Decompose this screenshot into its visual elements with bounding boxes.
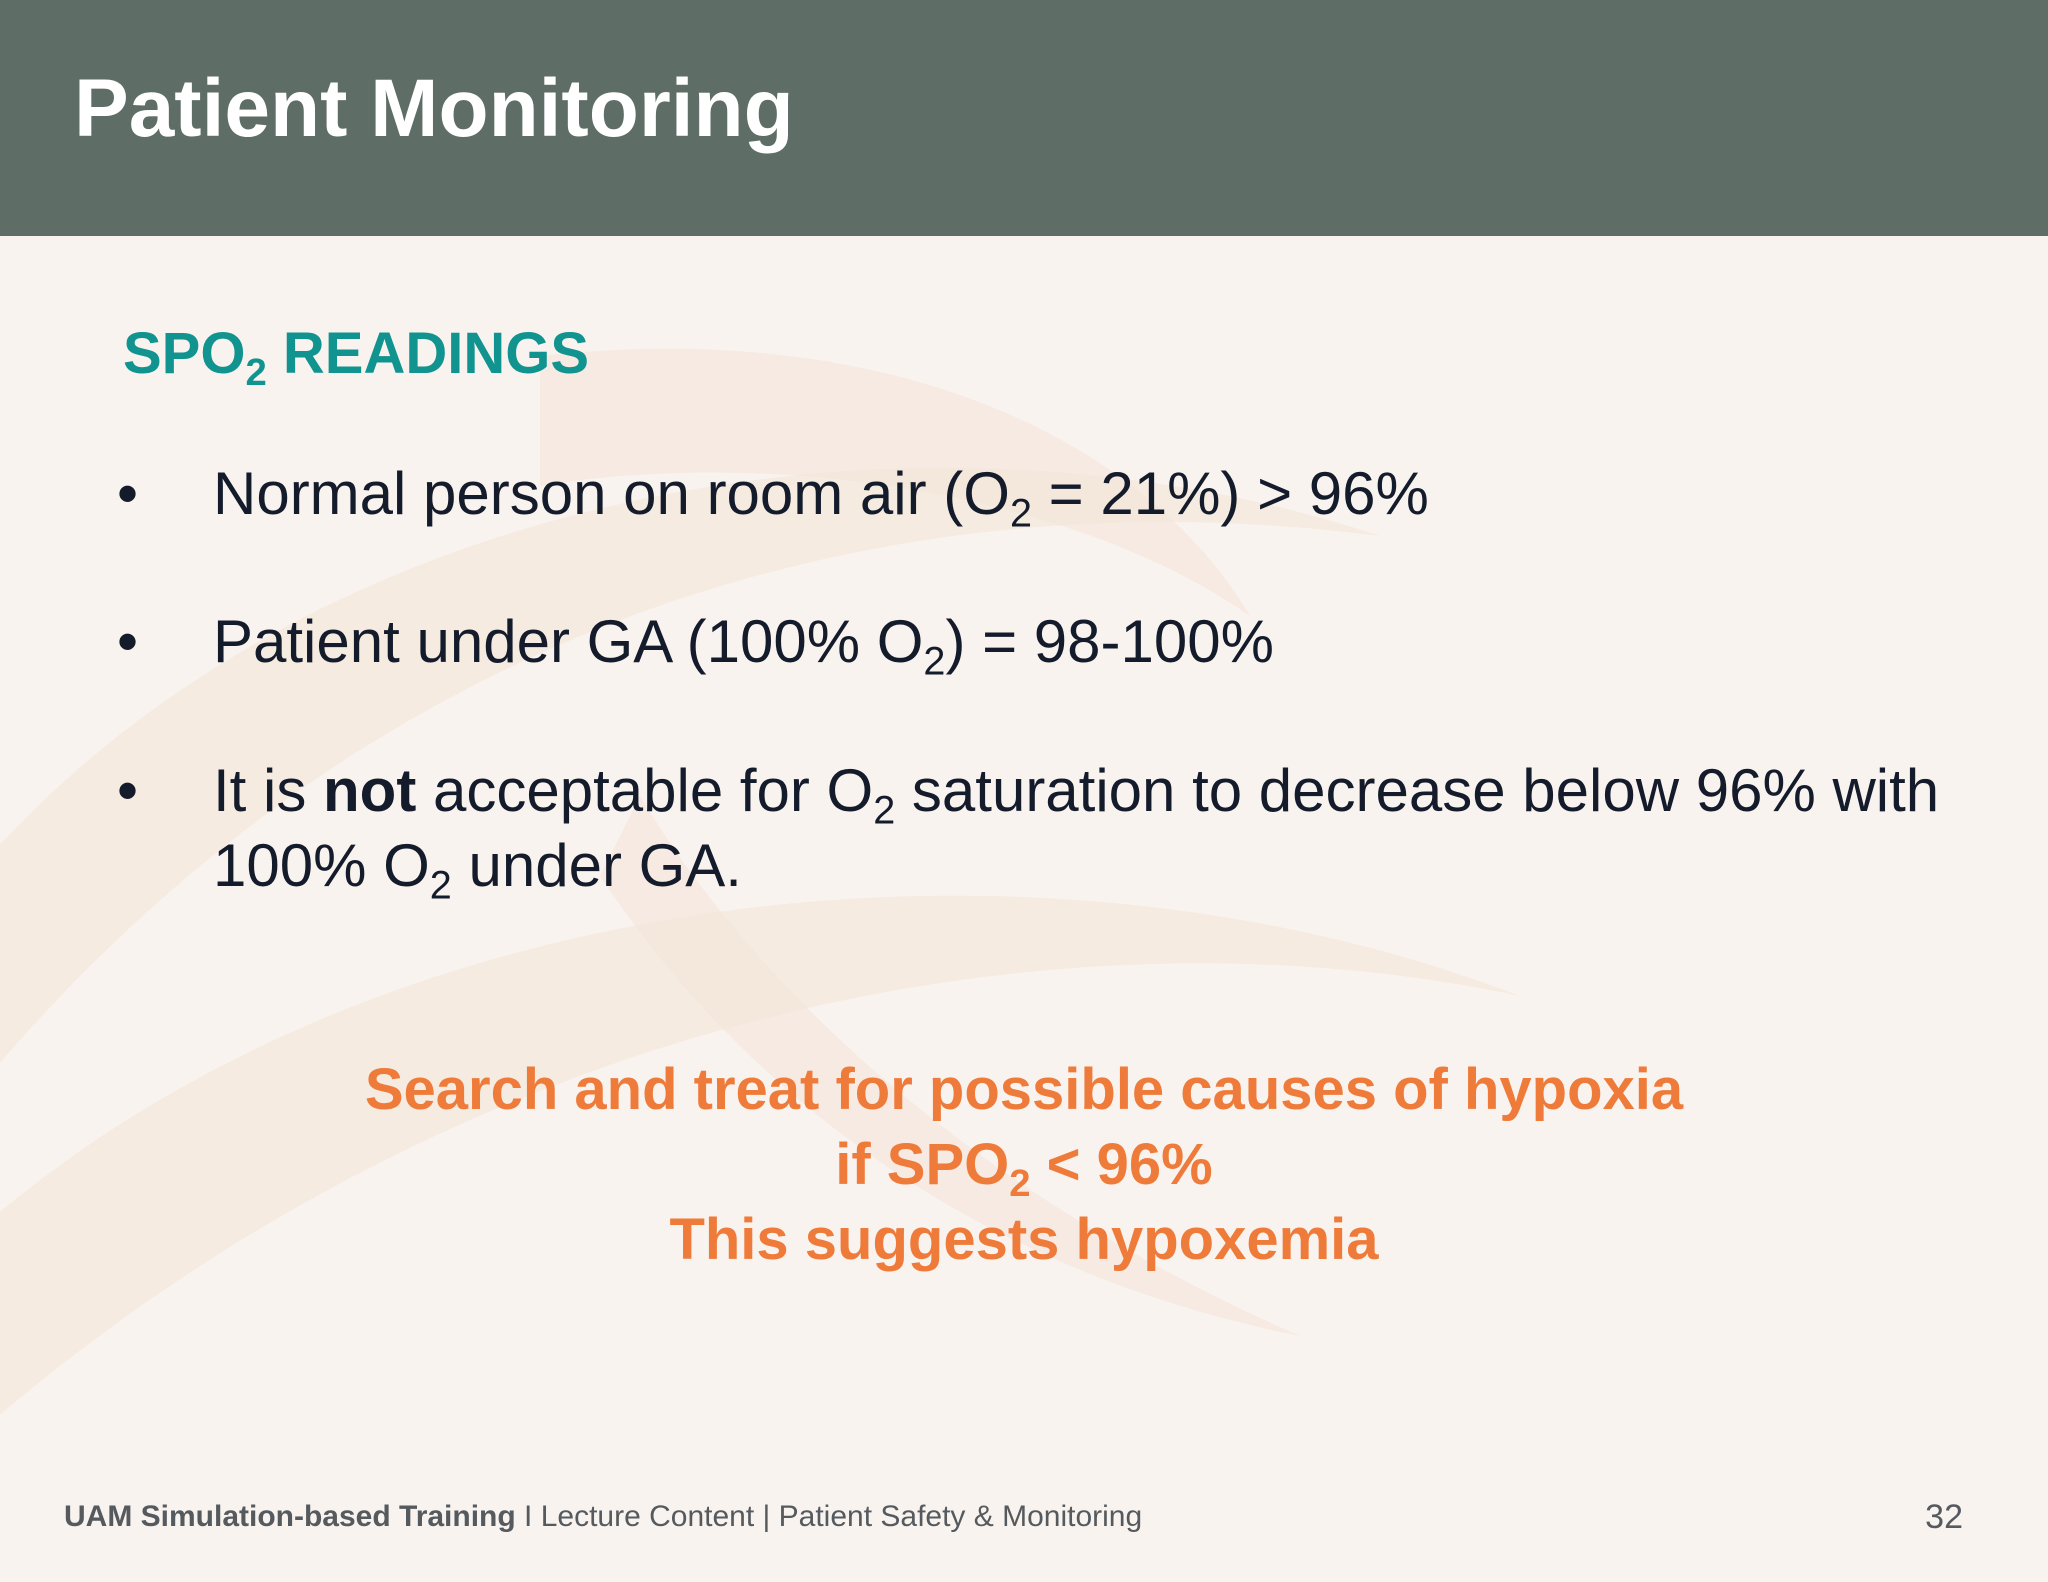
subscript: 2 bbox=[1009, 491, 1032, 536]
slide-header bbox=[0, 0, 2048, 236]
subscript: 2 bbox=[873, 788, 896, 833]
bullet-text-part: ) = 98-100% bbox=[945, 608, 1274, 675]
subscript: 2 bbox=[923, 639, 946, 684]
section-heading bbox=[123, 321, 590, 395]
callout-box bbox=[0, 1052, 2048, 1277]
bullet-text-part: = 21%) > 96% bbox=[1031, 460, 1429, 527]
bullet-text-part: under GA. bbox=[451, 832, 742, 899]
bullet-text-part: Patient under GA (100% O bbox=[213, 608, 924, 675]
bullet-marker: • bbox=[117, 608, 139, 675]
footer-brand: UAM Simulation-based Training bbox=[64, 1500, 516, 1533]
bullet-text-part: acceptable for O bbox=[416, 757, 874, 824]
slide-title: Patient Monitoring bbox=[74, 63, 794, 154]
section-heading-subscript: 2 bbox=[245, 351, 267, 395]
callout-line-3: This suggests hypoxemia bbox=[669, 1207, 1379, 1272]
bullet-marker: • bbox=[117, 757, 139, 824]
bullet-text-part: Normal person on room air (O bbox=[213, 460, 1010, 527]
background-watermark bbox=[0, 236, 2048, 1582]
subscript: 2 bbox=[429, 863, 452, 908]
bullet-marker: • bbox=[117, 460, 139, 527]
callout-text: if SPO bbox=[835, 1132, 1010, 1197]
subscript: 2 bbox=[1009, 1162, 1031, 1206]
bullet-text bbox=[213, 753, 1993, 908]
bullet-text-part: It is bbox=[213, 757, 324, 824]
bullet-text bbox=[213, 604, 1993, 684]
callout-line-1: Search and treat for possible causes of hypoxia bbox=[364, 1057, 1684, 1122]
slide-footer bbox=[64, 1500, 1142, 1534]
callout-line-2 bbox=[0, 1127, 2048, 1206]
callout-text: < 96% bbox=[1030, 1132, 1213, 1197]
page-number: 32 bbox=[1925, 1498, 1963, 1536]
emphasis-text: not bbox=[323, 757, 417, 824]
footer-text: I Lecture Content | Patient Safety & Monitoring bbox=[515, 1500, 1143, 1533]
bullet-text-part: saturation to decrease below 96% with 100% O bbox=[213, 757, 1940, 899]
section-heading-rest: READINGS bbox=[266, 321, 590, 386]
section-heading-text: SPO bbox=[123, 321, 246, 386]
bullet-text bbox=[213, 456, 1993, 536]
